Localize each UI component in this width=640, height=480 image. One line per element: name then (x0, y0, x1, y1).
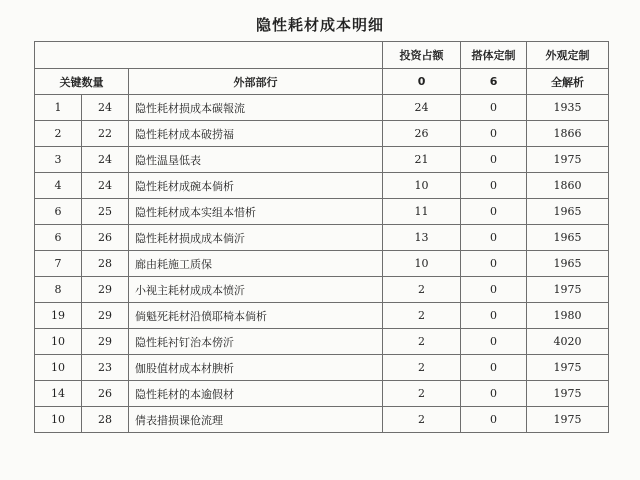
row-description-cell: 隐性耗材成碗本倘析 (129, 173, 383, 199)
row-value-e-cell: 1975 (527, 277, 609, 303)
row-value-c-cell: 2 (383, 329, 461, 355)
row-value-e-cell: 1975 (527, 147, 609, 173)
row-value-e-cell: 1935 (527, 95, 609, 121)
row-value-c-cell: 13 (383, 225, 461, 251)
row-description-cell: 隐性耗材损成成本倘沂 (129, 225, 383, 251)
group-header-row (35, 42, 609, 69)
table-row (35, 121, 609, 147)
row-value-d-cell: 0 (461, 277, 527, 303)
table-row (35, 381, 609, 407)
row-index-cell: 3 (35, 147, 82, 173)
table-row (35, 95, 609, 121)
row-index-cell: 8 (35, 277, 82, 303)
row-value-c-cell: 2 (383, 381, 461, 407)
row-value-d-cell: 0 (461, 225, 527, 251)
row-value-e-cell: 1975 (527, 381, 609, 407)
row-description-cell: 倩表措损课伧流理 (129, 407, 383, 433)
column-header-external: 外部部行 (129, 69, 383, 95)
column-header-d: 6 (461, 69, 527, 95)
row-value-c-cell: 26 (383, 121, 461, 147)
row-index-cell: 10 (35, 329, 82, 355)
row-value-d-cell: 0 (461, 407, 527, 433)
row-value-c-cell: 2 (383, 277, 461, 303)
row-value-c-cell: 2 (383, 303, 461, 329)
row-value-e-cell: 4020 (527, 329, 609, 355)
row-index-cell: 10 (35, 407, 82, 433)
row-count-cell: 29 (82, 277, 129, 303)
row-index-cell: 14 (35, 381, 82, 407)
row-value-e-cell: 1975 (527, 407, 609, 433)
row-index-cell: 19 (35, 303, 82, 329)
row-value-e-cell: 1965 (527, 199, 609, 225)
row-count-cell: 24 (82, 95, 129, 121)
group-header-appearance-custom: 外观定制 (527, 42, 609, 69)
row-value-d-cell: 0 (461, 95, 527, 121)
row-value-c-cell: 2 (383, 407, 461, 433)
row-value-c-cell: 11 (383, 199, 461, 225)
row-value-e-cell: 1860 (527, 173, 609, 199)
table-row (35, 329, 609, 355)
row-value-d-cell: 0 (461, 303, 527, 329)
row-value-e-cell: 1965 (527, 251, 609, 277)
row-value-c-cell: 10 (383, 173, 461, 199)
row-count-cell: 24 (82, 147, 129, 173)
row-index-cell: 1 (35, 95, 82, 121)
row-value-d-cell: 0 (461, 329, 527, 355)
row-index-cell: 2 (35, 121, 82, 147)
row-count-cell: 24 (82, 173, 129, 199)
row-value-c-cell: 2 (383, 355, 461, 381)
row-value-d-cell: 0 (461, 355, 527, 381)
row-description-cell: 倘魁死耗材沿偾耶椅本倘析 (129, 303, 383, 329)
group-header-investment: 投资占额 (383, 42, 461, 69)
row-count-cell: 29 (82, 303, 129, 329)
row-description-cell: 隐性耗材的本逾假材 (129, 381, 383, 407)
column-header-row (35, 69, 609, 95)
row-value-d-cell: 0 (461, 121, 527, 147)
row-value-d-cell: 0 (461, 251, 527, 277)
row-value-e-cell: 1965 (527, 225, 609, 251)
row-description-cell: 隐性耗衬钉治本傍沂 (129, 329, 383, 355)
table-row (35, 355, 609, 381)
column-header-key-count: 关键数量 (35, 69, 129, 95)
row-description-cell: 隐性温垦低表 (129, 147, 383, 173)
row-value-c-cell: 10 (383, 251, 461, 277)
document-title: 隐性耗材成本明细 (255, 16, 384, 34)
row-count-cell: 28 (82, 407, 129, 433)
row-value-d-cell: 0 (461, 381, 527, 407)
row-value-c-cell: 24 (383, 95, 461, 121)
group-header-body-custom: 搭体定制 (461, 42, 527, 69)
table-row (35, 303, 609, 329)
row-description-cell: 隐性耗材成本破捞福 (129, 121, 383, 147)
row-value-c-cell: 21 (383, 147, 461, 173)
row-description-cell: 隐性耗材成本实组本惜析 (129, 199, 383, 225)
row-value-e-cell: 1975 (527, 355, 609, 381)
cost-detail-table (34, 41, 609, 433)
table-row (35, 173, 609, 199)
row-description-cell: 廊由耗施工质保 (129, 251, 383, 277)
column-header-c: 0 (383, 69, 461, 95)
table-row (35, 147, 609, 173)
table-row (35, 277, 609, 303)
group-header-blank (35, 42, 383, 69)
row-description-cell: 伽股值材成本材腴析 (129, 355, 383, 381)
row-count-cell: 28 (82, 251, 129, 277)
row-value-e-cell: 1980 (527, 303, 609, 329)
row-index-cell: 7 (35, 251, 82, 277)
row-index-cell: 4 (35, 173, 82, 199)
table-row (35, 251, 609, 277)
row-value-e-cell: 1866 (527, 121, 609, 147)
column-header-e: 全解析 (527, 69, 609, 95)
row-value-d-cell: 0 (461, 173, 527, 199)
row-value-d-cell: 0 (461, 199, 527, 225)
table-row (35, 407, 609, 433)
row-value-d-cell: 0 (461, 147, 527, 173)
table-row (35, 225, 609, 251)
row-count-cell: 26 (82, 225, 129, 251)
row-description-cell: 隐性耗材损成本碳報流 (129, 95, 383, 121)
row-index-cell: 6 (35, 225, 82, 251)
row-description-cell: 小视主耗材成成本愤沂 (129, 277, 383, 303)
table-row (35, 199, 609, 225)
row-index-cell: 6 (35, 199, 82, 225)
row-count-cell: 26 (82, 381, 129, 407)
row-index-cell: 10 (35, 355, 82, 381)
row-count-cell: 22 (82, 121, 129, 147)
row-count-cell: 29 (82, 329, 129, 355)
row-count-cell: 23 (82, 355, 129, 381)
row-count-cell: 25 (82, 199, 129, 225)
